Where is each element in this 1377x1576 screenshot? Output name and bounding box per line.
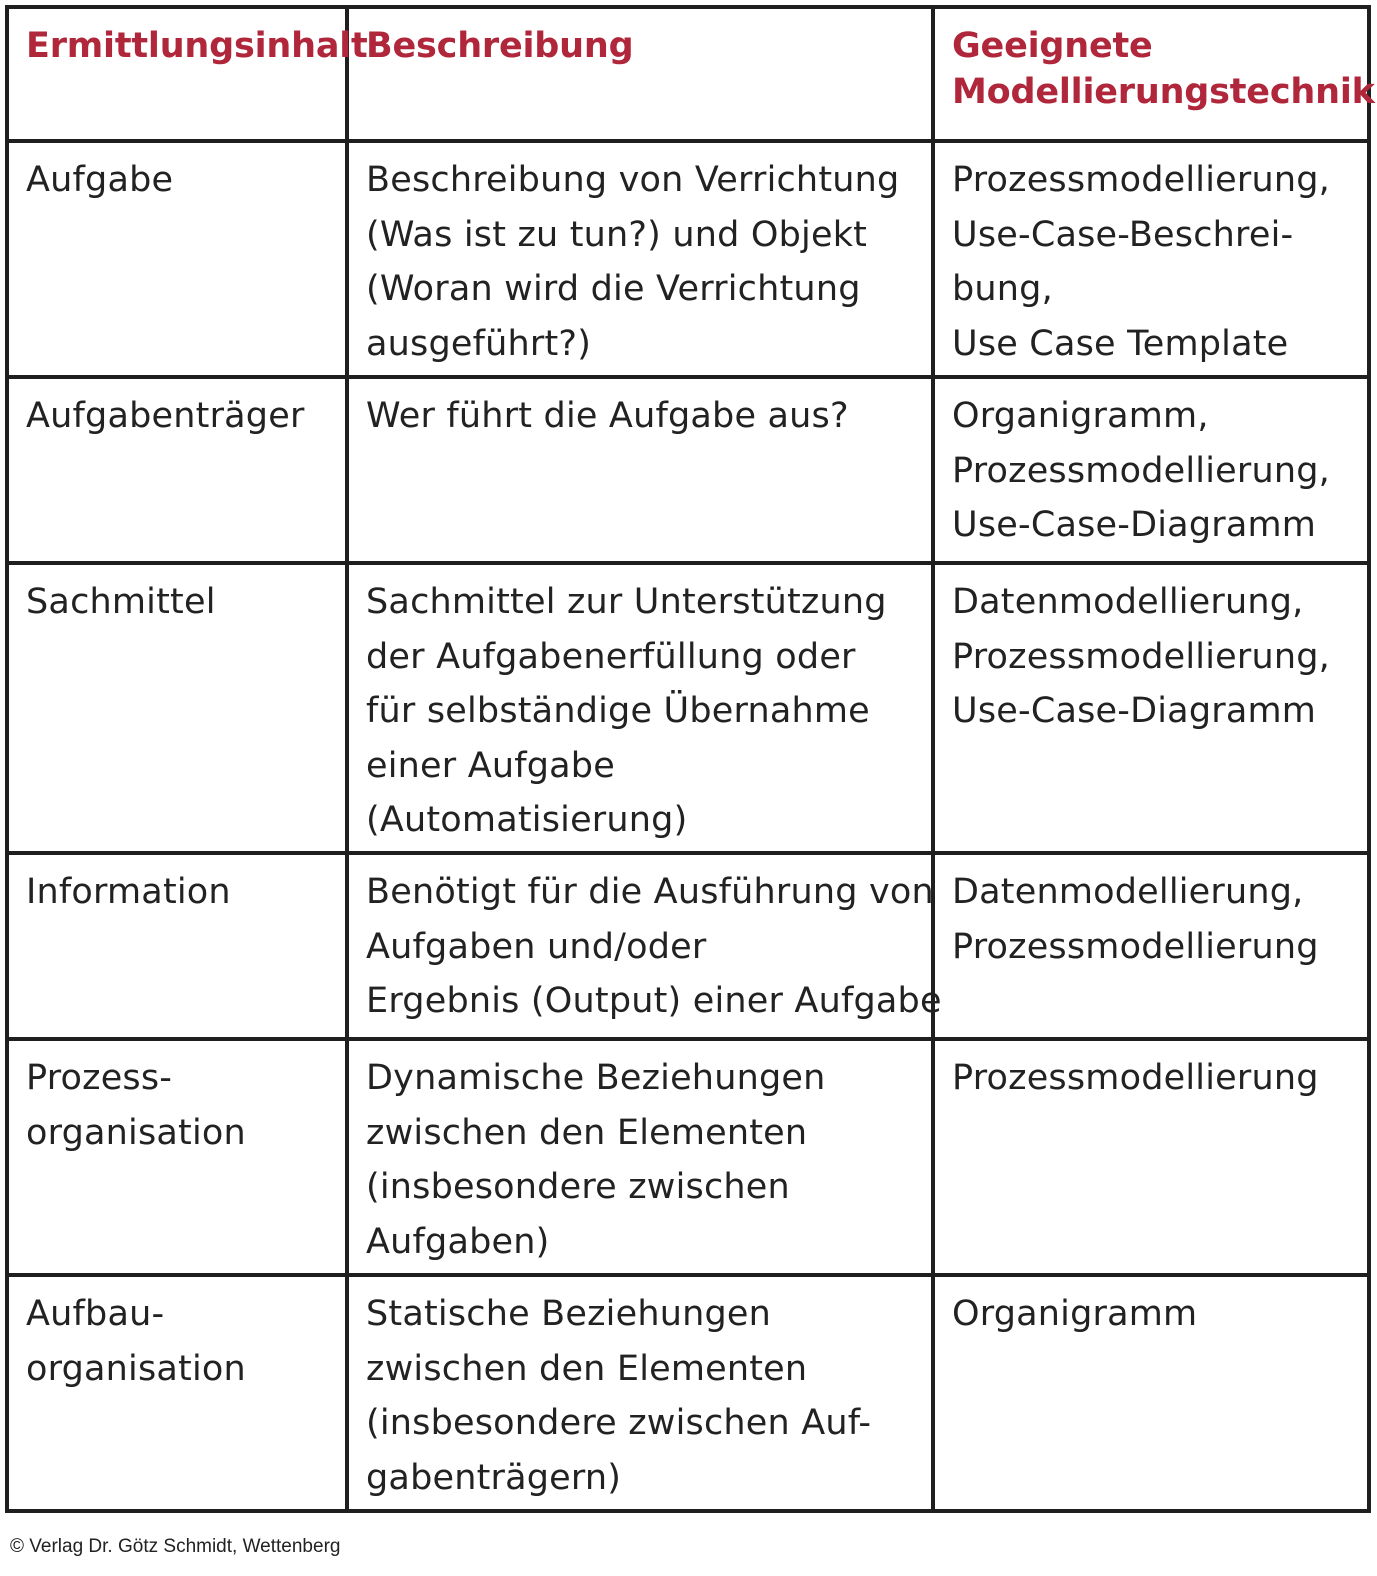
header-modellierungstechnik-line-2: Modellierungstechnik [952, 72, 1375, 112]
table-row [7, 1039, 1369, 1275]
cell-inhalt [7, 563, 347, 853]
cell-text: einer Aufgabe [366, 745, 615, 786]
cell-text: Benötigt für die Ausführung von [366, 872, 934, 912]
header-beschreibung [347, 7, 933, 141]
cell-text: Prozessmodellierung, [952, 450, 1330, 491]
cell-technik [933, 377, 1369, 563]
table-row [7, 377, 1369, 563]
cell-text: Statische Beziehungen [366, 1294, 772, 1334]
cell-text: Organigramm, [952, 396, 1209, 436]
modeling-table-container [5, 5, 1375, 1513]
cell-beschreibung [347, 1275, 933, 1511]
cell-text: Use Case Template [952, 323, 1289, 364]
cell-beschreibung [347, 563, 933, 853]
cell-text: Sachmittel [26, 582, 216, 622]
copyright-notice: © Verlag Dr. Götz Schmidt, Wettenberg [10, 1536, 341, 1557]
cell-beschreibung [347, 141, 933, 377]
table-row [7, 141, 1369, 377]
cell-text: Datenmodellierung, [952, 582, 1304, 622]
cell-text: zwischen den Elementen [366, 1112, 808, 1153]
cell-text: Sachmittel zur Unterstützung [366, 582, 887, 622]
cell-beschreibung [347, 377, 933, 563]
cell-text: Information [26, 872, 231, 912]
cell-text: Prozessmodellierung, [952, 636, 1330, 677]
cell-text: Prozessmodellierung [952, 926, 1319, 967]
cell-text: (insbesondere zwischen [366, 1167, 790, 1207]
header-modellierungstechnik-line-1: Geeignete [952, 26, 1153, 66]
header-ermittlungsinhalt [7, 7, 368, 141]
cell-text: Dynamische Beziehungen [366, 1058, 826, 1098]
cell-text: gabenträgern) [366, 1457, 622, 1498]
cell-inhalt [7, 853, 347, 1039]
cell-text: Aufbau- [26, 1294, 165, 1334]
cell-text: der Aufgabenerfüllung oder [366, 636, 856, 677]
cell-technik [933, 1039, 1369, 1275]
cell-text: Prozessmodellierung [952, 1058, 1319, 1098]
cell-technik [933, 141, 1369, 377]
table-row [7, 563, 1369, 853]
cell-text: Aufgaben) [366, 1221, 550, 1262]
cell-technik [933, 563, 1369, 853]
cell-text: Wer führt die Aufgabe aus? [366, 396, 849, 436]
header-ermittlungsinhalt-text: Ermittlungsinhalt [26, 26, 368, 66]
cell-text: bung, [952, 269, 1053, 309]
cell-inhalt [7, 141, 347, 377]
cell-text: Use-Case-Diagramm [952, 505, 1317, 545]
cell-inhalt [7, 377, 347, 563]
cell-text: zwischen den Elementen [366, 1348, 808, 1389]
table-row [7, 853, 1369, 1039]
cell-text: Datenmodellierung, [952, 872, 1304, 912]
cell-text: Prozessmodellierung, [952, 160, 1330, 200]
cell-text: (Woran wird die Verrichtung [366, 269, 861, 309]
cell-text: ausgeführt?) [366, 323, 592, 364]
cell-text: organisation [26, 1112, 246, 1153]
cell-technik [933, 853, 1369, 1039]
cell-text: Aufgaben und/oder [366, 926, 707, 967]
cell-inhalt [7, 1039, 347, 1275]
cell-text: (Was ist zu tun?) und Objekt [366, 214, 868, 255]
header-modellierungstechnik [933, 7, 1375, 141]
table-header-row [7, 7, 1369, 141]
cell-beschreibung [347, 853, 942, 1039]
cell-text: Use-Case-Diagramm [952, 691, 1317, 731]
cell-text: Use-Case-Beschrei- [952, 214, 1294, 255]
cell-text: organisation [26, 1348, 246, 1389]
cell-inhalt [7, 1275, 347, 1511]
header-beschreibung-text: Beschreibung [366, 26, 634, 66]
cell-text: Aufgabenträger [26, 396, 305, 436]
cell-text: (Automatisierung) [366, 800, 688, 840]
cell-text: Beschreibung von Verrichtung [366, 160, 900, 200]
cell-beschreibung [347, 1039, 933, 1275]
cell-technik [933, 1275, 1369, 1511]
cell-text: für selbständige Übernahme [366, 691, 870, 731]
table-row [7, 1275, 1369, 1511]
cell-text: Prozess- [26, 1058, 173, 1098]
cell-text: Organigramm [952, 1294, 1198, 1334]
cell-text: Aufgabe [26, 160, 174, 200]
cell-text: (insbesondere zwischen Auf- [366, 1403, 872, 1443]
cell-text: Ergebnis (Output) einer Aufgabe [366, 981, 942, 1021]
modeling-techniques-table [5, 5, 1375, 1513]
